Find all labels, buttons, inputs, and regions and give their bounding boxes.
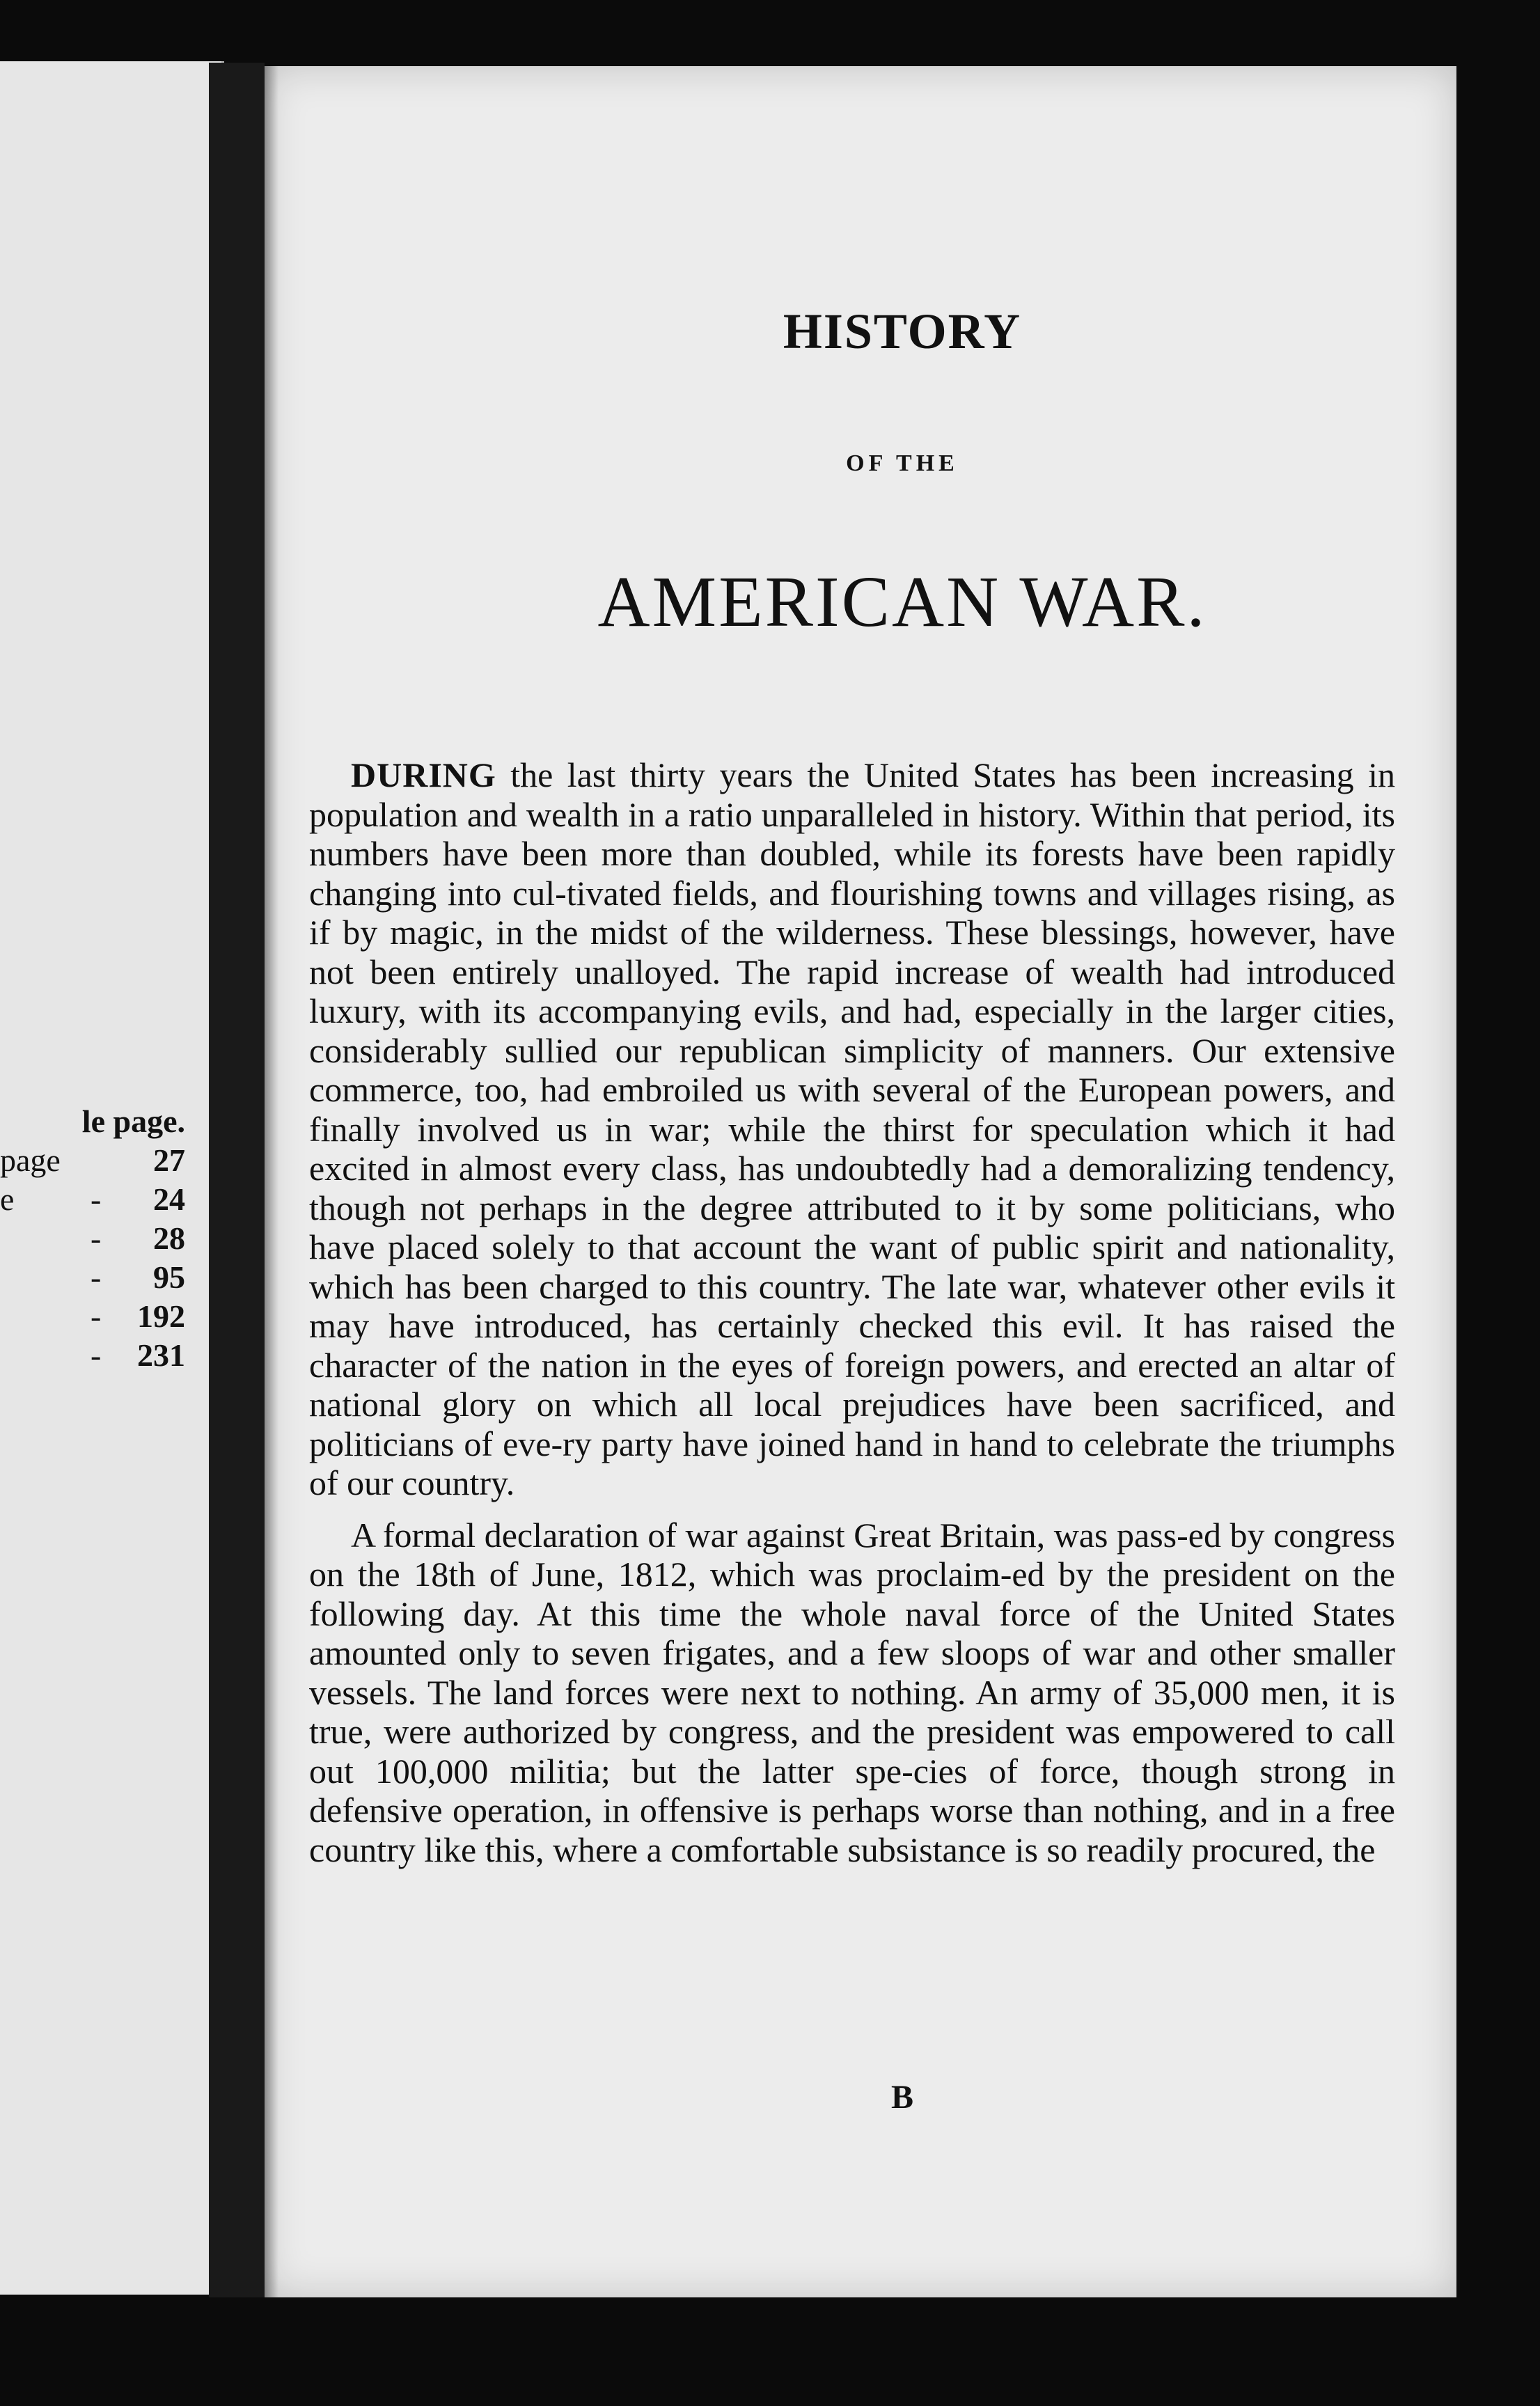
paragraph-1-text: the last thirty years the United States has been increasing in population and wealth in a ratio unparalleled in history. Within that period, its numbers have been more than doubled, while its forests have been rapidly changing into cul-tivated fields, and flourishing towns and villages rising, as if by magic, in the midst of the wilderness. These blessings, however, have not been entirely unalloyed. The rapid increase of wealth had introduced luxury, with its accompanying evils, and had, especially in the larger cities, considerably sullied our republican simplicity of manners. Our extensive commerce, too, had embroiled us with several of the European powers, and finally involved us in war; while the thirst for speculation which it had excited in almost every class, has undoubtedly had a demoralizing tendency, though not perhaps in the degree attributed to it by some politicians, who have placed solely to that account the want of public spirit and nationality, which has been charged to this country. The late war, whatever other evils it may have introduced, has certainly checked this evil. It has raised the character of the nation in the eyes of foreign powers, and erected an altar of national glory on which all local prejudices have been sacrificed, and politicians of eve-ry party have joined hand in hand to celebrate the triumphs of our country.: [309, 755, 1395, 1502]
paragraph-1-lead-word: DURING: [351, 755, 496, 794]
paragraph-2: A formal declaration of war against Great Britain, was pass-ed by congress on the 18th of June, 1812, which was proclaim-ed by the president on the following day. At this time the whole naval force of the United States amounted only to seven frigates, and a few sloops of war and other smaller vessels. The land forces were next to nothing. An army of 35,000 men, it is true, were authorized by congress, and the president was empowered to call out 100,000 militia; but the latter spe-cies of force, though strong in defensive operation, in offensive is perhaps worse than nothing, and in a free country like this, where a comfortable subsistance is so readily procured, the: [309, 1515, 1395, 1869]
toc-row: [0, 1180, 202, 1219]
title-of-the: OF THE: [846, 450, 959, 476]
toc-row-dash: -: [91, 1298, 102, 1334]
toc-row: [0, 1219, 202, 1258]
toc-row-dash: -: [91, 1220, 102, 1256]
toc-row-page-number: 231: [137, 1337, 185, 1373]
page-edge-shadow: [265, 66, 278, 2297]
paragraph-1: [309, 755, 1395, 1503]
toc-row: [0, 1141, 202, 1180]
toc-row-page-number: 192: [137, 1298, 185, 1334]
toc-row-page-number: 24: [153, 1181, 185, 1217]
toc-heading-row: [0, 1102, 202, 1141]
toc-row: [0, 1336, 202, 1375]
toc-row-page-number: 27: [153, 1142, 185, 1178]
toc-row-fragment: page: [0, 1142, 61, 1178]
toc-row: [0, 1297, 202, 1336]
right-page: [265, 66, 1456, 2297]
toc-heading: le page.: [81, 1103, 185, 1139]
toc-row-dash: -: [91, 1181, 102, 1217]
toc-row: [0, 1258, 202, 1297]
signature-mark: B: [890, 2079, 913, 2116]
toc-row-dash: -: [91, 1337, 102, 1373]
body-text: [309, 755, 1395, 1882]
title-american-war: AMERICAN WAR.: [597, 562, 1207, 642]
title-history: HISTORY: [783, 304, 1022, 359]
toc-row-fragment: e: [0, 1181, 15, 1217]
toc-row-page-number: 95: [153, 1259, 185, 1295]
table-of-contents-fragment: [0, 1102, 202, 1375]
toc-row-page-number: 28: [153, 1220, 185, 1256]
left-page-fragment: [0, 61, 224, 2295]
toc-row-dash: -: [91, 1259, 102, 1295]
book-gutter: [209, 63, 265, 2297]
